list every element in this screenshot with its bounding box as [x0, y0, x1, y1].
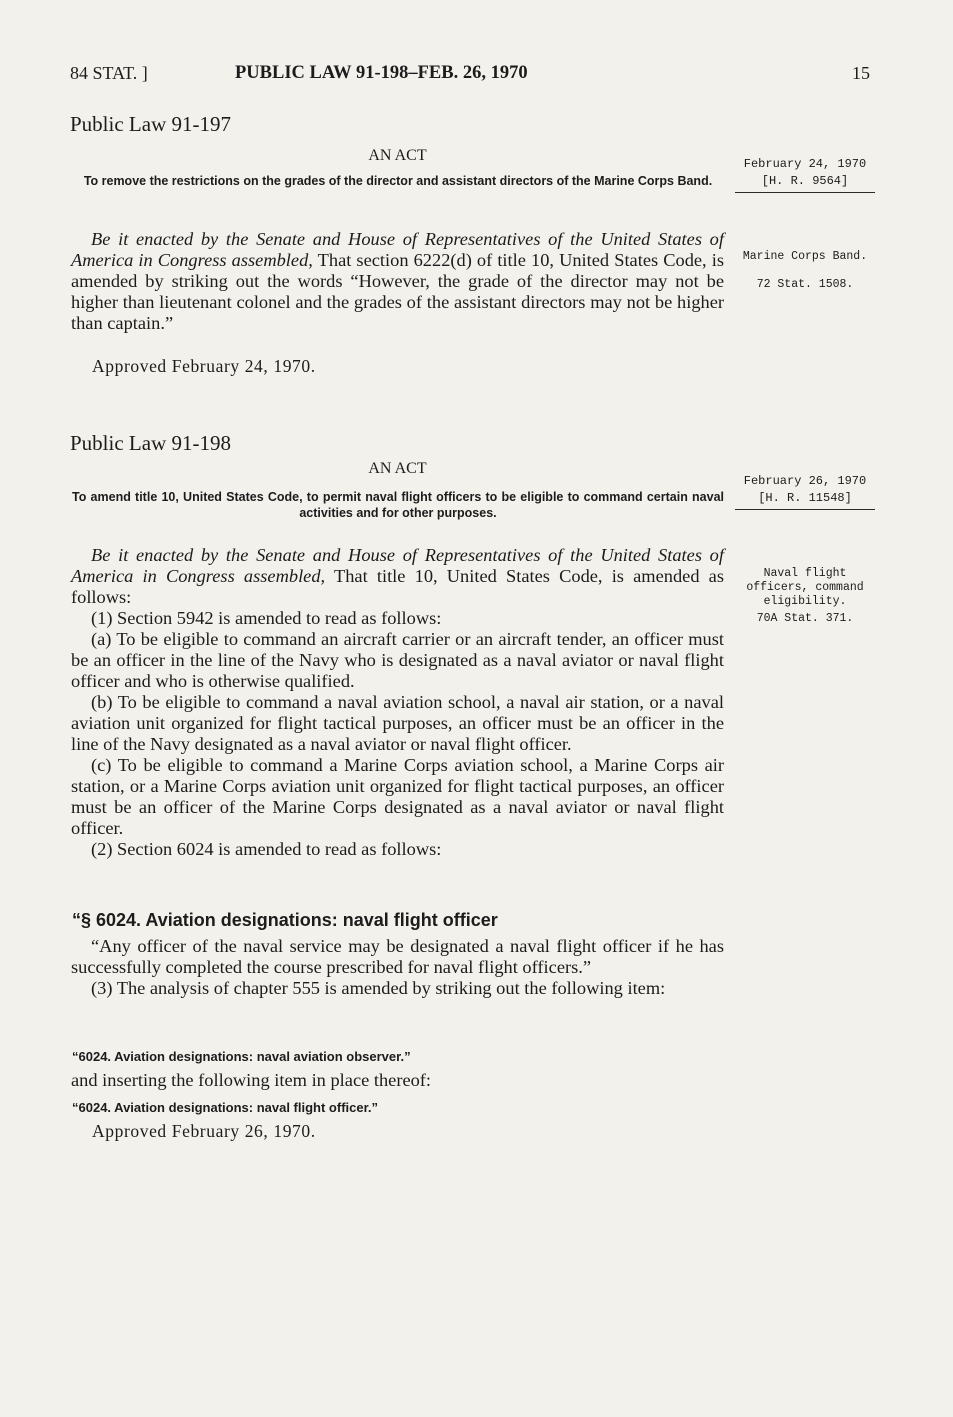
law2-para-c: (c) To be eligible to command a Marine Corps aviation school, a Marine Corps air station, or a Marine Corps aviation unit organized for flight tactical purposes, an officer must be an officer of the Marine Corps designated as a naval aviator or naval flight officer.	[71, 755, 724, 838]
law2-para-3: (3) The analysis of chapter 555 is amended by striking out the following item:	[91, 978, 666, 998]
law2-margin-stat: 70A Stat. 371.	[756, 612, 854, 625]
header-title: PUBLIC LAW 91-198–FEB. 26, 1970	[235, 63, 528, 83]
law2-inserting: and inserting the following item in place thereof:	[71, 1070, 432, 1090]
analysis-item-new: “6024. Aviation designations: naval flight officer.”	[72, 1100, 379, 1115]
law1-margin-stat: 72 Stat. 1508.	[756, 278, 854, 291]
header-stat-ref: 84 STAT. ]	[70, 63, 148, 83]
law2-margin-topic: Naval flight officers, command eligibility.	[746, 567, 864, 608]
law1-enacting-italic: Be it enacted by the Senate and House of Representatives of the United States of America in Congress assembled,	[71, 229, 724, 270]
law1-enacting-text: That section 6222(d) of title 10, United States Code, is amended by striking out the words “However, the grade of the director may not be higher than lieutenant colonel and the grades of the assistant directors may not be higher than captain.”	[71, 250, 724, 333]
law2-para-section: “Any officer of the naval service may be designated a naval flight officer if he has successfully completed the course prescribed for naval flight officers.”	[71, 936, 724, 977]
law2-para-a: (a) To be eligible to command an aircraft carrier or an aircraft tender, an officer must be an officer in the line of the Navy who is designated as a naval aviator or naval flight officer and who is otherwise qualified.	[71, 629, 724, 691]
law1-enacting-clause	[71, 229, 724, 334]
analysis-item-old: “6024. Aviation designations: naval aviation observer.”	[72, 1049, 411, 1064]
law2-title: Public Law 91-198	[70, 431, 231, 455]
law2-date-block	[735, 473, 875, 510]
law1-act-label: AN ACT	[368, 147, 427, 164]
page-number: 15	[852, 63, 870, 83]
law2-approved: Approved February 26, 1970.	[92, 1121, 316, 1141]
law2-act-label: AN ACT	[368, 460, 427, 477]
law2-para-b: (b) To be eligible to command a naval aviation school, a naval air station, or a naval aviation unit organized for flight tactical purposes, an officer must be an officer in the line of the Navy designated as a naval aviator or naval flight officer.	[71, 692, 724, 754]
law1-bill-note: [H. R. 9564]	[761, 174, 849, 188]
law2-enacting-italic: Be it enacted by the Senate and House of Representatives of the United States of America in Congress assembled,	[71, 545, 724, 586]
law2-date-note: February 26, 1970	[743, 474, 867, 488]
law1-title: Public Law 91-197	[70, 112, 231, 136]
law2-enacting-clause	[71, 545, 724, 608]
law1-date-note: February 24, 1970	[743, 157, 867, 171]
law2-body	[71, 545, 724, 860]
law1-purpose: To remove the restrictions on the grades of the director and assistant directors of the Marine Corps Band.	[83, 174, 713, 188]
section-6024-heading: “§ 6024. Aviation designations: naval flight officer	[72, 910, 498, 930]
law2-bill-note: [H. R. 11548]	[758, 491, 852, 505]
law2-para-1: (1) Section 5942 is amended to read as follows:	[91, 608, 442, 628]
law1-approved: Approved February 24, 1970.	[92, 356, 316, 376]
law2-body-continued	[71, 936, 724, 999]
law2-enacting-text: That title 10, United States Code, is amended as follows:	[71, 566, 724, 607]
law1-date-block	[735, 156, 875, 193]
law2-purpose: To amend title 10, United States Code, to permit naval flight officers to be eligible to command certain naval activities and for other purposes.	[72, 490, 724, 520]
law2-para-2: (2) Section 6024 is amended to read as follows:	[91, 839, 442, 859]
law1-body	[71, 229, 724, 334]
law1-margin-topic: Marine Corps Band.	[742, 250, 868, 263]
